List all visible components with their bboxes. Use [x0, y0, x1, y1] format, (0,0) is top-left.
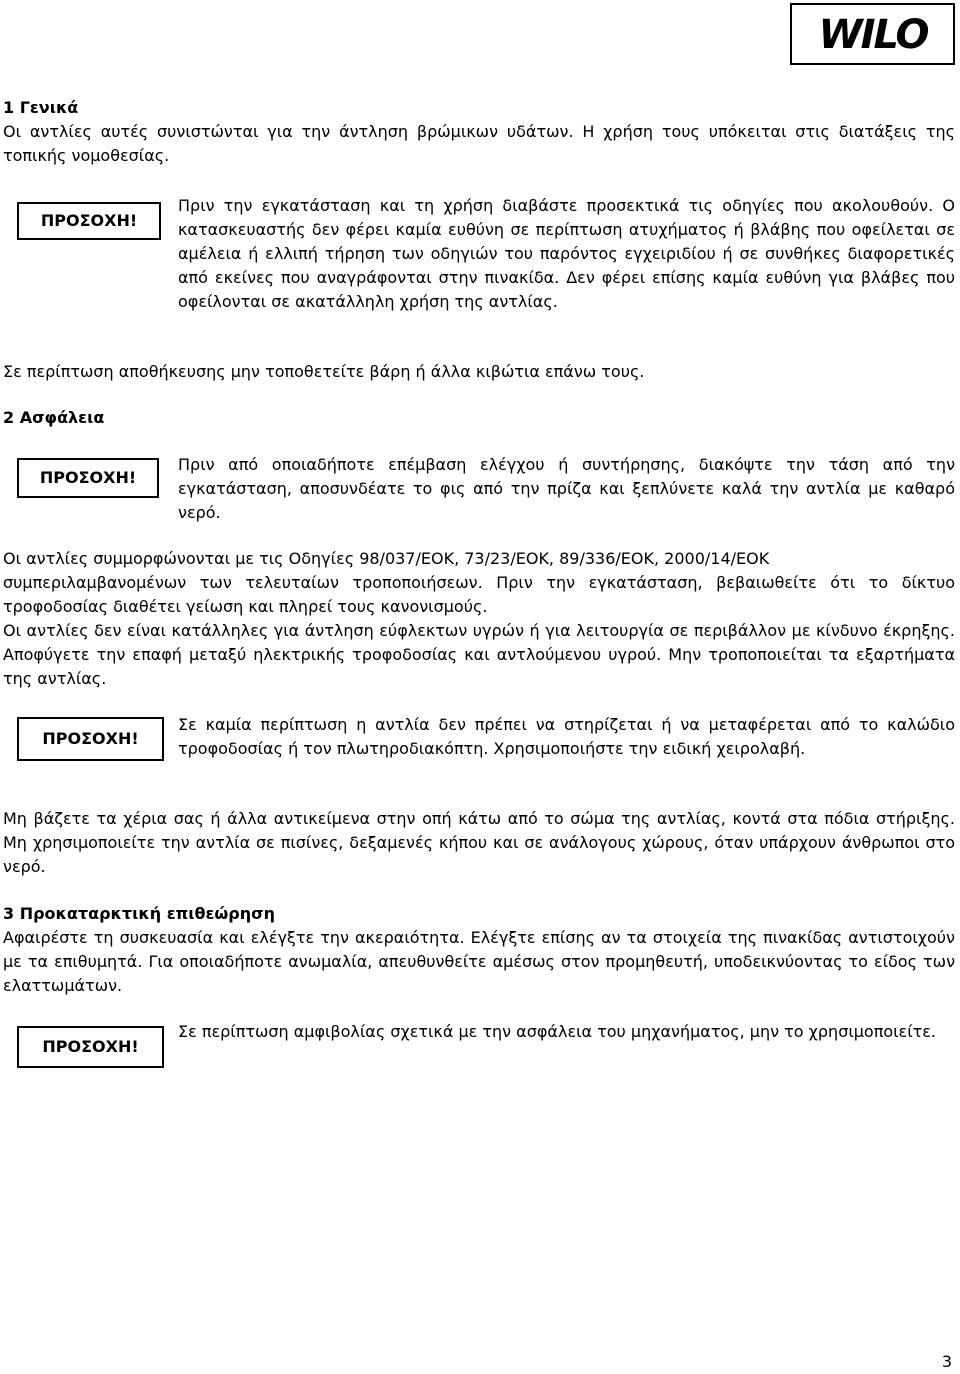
- warning-text: Σε καμία περίπτωση η αντλία δεν πρέπει να στηρίζεται ή να μεταφέρεται από το καλώδιο τροφοδοσίας ή τον πλωτηροδιακόπτη. Χρησιμοποιήστε την ειδική χειρολαβή.: [178, 715, 955, 758]
- hands-paragraph: Μη βάζετε τα χέρια σας ή άλλα αντικείμενα στην οπή κάτω από το σώμα της αντλίας, κοντά στα πόδια στήριξης. Μη χρησιμοποιείτε την αντλία σε πισίνες, δεξαμενές κήπου και σε ανάλογους χώρους, όταν υπάρχουν άνθρωποι στο νερό.: [3, 809, 955, 876]
- warning-label: ΠΡΟΣΟΧΗ!: [17, 1026, 164, 1068]
- page-number: 3: [941, 1352, 952, 1371]
- intro-paragraph: Οι αντλίες αυτές συνιστώνται για την άντληση βρώμικων υδάτων. Η χρήση τους υπόκειται στις διατάξεις της τοπικής νομοθεσίας.: [3, 122, 955, 165]
- section-heading: 2 Ασφάλεια: [3, 408, 105, 427]
- section-general: [3, 96, 955, 168]
- warning-text: Πριν από οποιαδήποτε επέμβαση ελέγχου ή συντήρησης, διακόψτε την τάση από την εγκατάσταση, αποσυνδέατε το φις από την πρίζα και ξεπλύνετε καλά την αντλία με καθαρό νερό.: [178, 455, 955, 522]
- warning-text: Πριν την εγκατάσταση και τη χρήση διαβάστε προσεκτικά τις οδηγίες που ακολουθούν. Ο κατασκευαστής δεν φέρει καμία ευθύνη σε περίπτωση ατυχήματος ή βλάβης που οφείλεται σε αμέλεια ή ελλιπή τήρηση των οδηγιών του παρόντος εγχειριδίου ή σε συνθήκες διαφορετικές από εκείνες που αναγράφονται στην πινακίδα. Δεν φέρει επίσης καμία ευθύνη για βλάβες που οφείλονται σε ακατάλληλη χρήση της αντλίας.: [178, 196, 955, 311]
- warning-block: [3, 1020, 955, 1080]
- inspection-paragraph: Αφαιρέστε τη συσκευασία και ελέγξτε την ακεραιότητα. Ελέγξτε επίσης αν τα στοιχεία της πινακίδας αντιστοιχούν με τα επιθυμητά. Για οποιαδήποτε ανωμαλία, απευθυνθείτε αμέσως στον προμηθευτή, υποδεικνύοντας το είδος των ελαττωμάτων.: [3, 928, 955, 995]
- warning-text: Σε περίπτωση αμφιβολίας σχετικά με την ασφάλεια του μηχανήματος, μην το χρησιμοποιείτε.: [178, 1022, 936, 1041]
- wilo-wordmark: [803, 14, 943, 54]
- section-safety: [3, 406, 955, 430]
- warning-label: ΠΡΟΣΟΧΗ!: [17, 458, 159, 498]
- warning-label: ΠΡΟΣΟΧΗ!: [17, 717, 164, 761]
- directives-line: Οι αντλίες συμμορφώνονται με τις Οδηγίες 98/037/ΕΟΚ, 73/23/ΕΟΚ, 89/336/ΕΟΚ, 2000/14/ΕΟΚ: [3, 549, 770, 568]
- storage-paragraph: Σε περίπτωση αποθήκευσης μην τοποθετείτε βάρη ή άλλα κιβώτια επάνω τους.: [3, 362, 645, 381]
- warning-block: [3, 194, 955, 338]
- section-heading: 1 Γενικά: [3, 98, 79, 117]
- warning-label: ΠΡΟΣΟΧΗ!: [17, 202, 161, 240]
- svg-text:WILO: WILO: [817, 14, 928, 54]
- storage-note: [3, 360, 955, 384]
- compliance-paragraph: συμπεριλαμβανομένων των τελευταίων τροποποιήσεων. Πριν την εγκατάσταση, βεβαιωθείτε ότι το δίκτυο τροφοδοσίας διαθέτει γείωση και πληρεί τους κανονισμούς.: [3, 573, 955, 616]
- warning-block: [3, 713, 955, 785]
- explosion-paragraph: Οι αντλίες δεν είναι κατάλληλες για άντληση εύφλεκτων υγρών ή για λειτουργία σε περιβάλλον με κίνδυνο έκρηξης. Αποφύγετε την επαφή μεταξύ ηλεκτρικής τροφοδοσίας και αντλούμενου υγρού. Μην τροποποιείται τα εξαρτήματα της αντλίας.: [3, 621, 955, 688]
- section-inspection: [3, 902, 955, 998]
- hands-note: [3, 807, 955, 879]
- wilo-logo: [790, 3, 955, 65]
- compliance-block: [3, 547, 955, 691]
- warning-block: [3, 453, 955, 525]
- section-heading: 3 Προκαταρκτική επιθεώρηση: [3, 904, 275, 923]
